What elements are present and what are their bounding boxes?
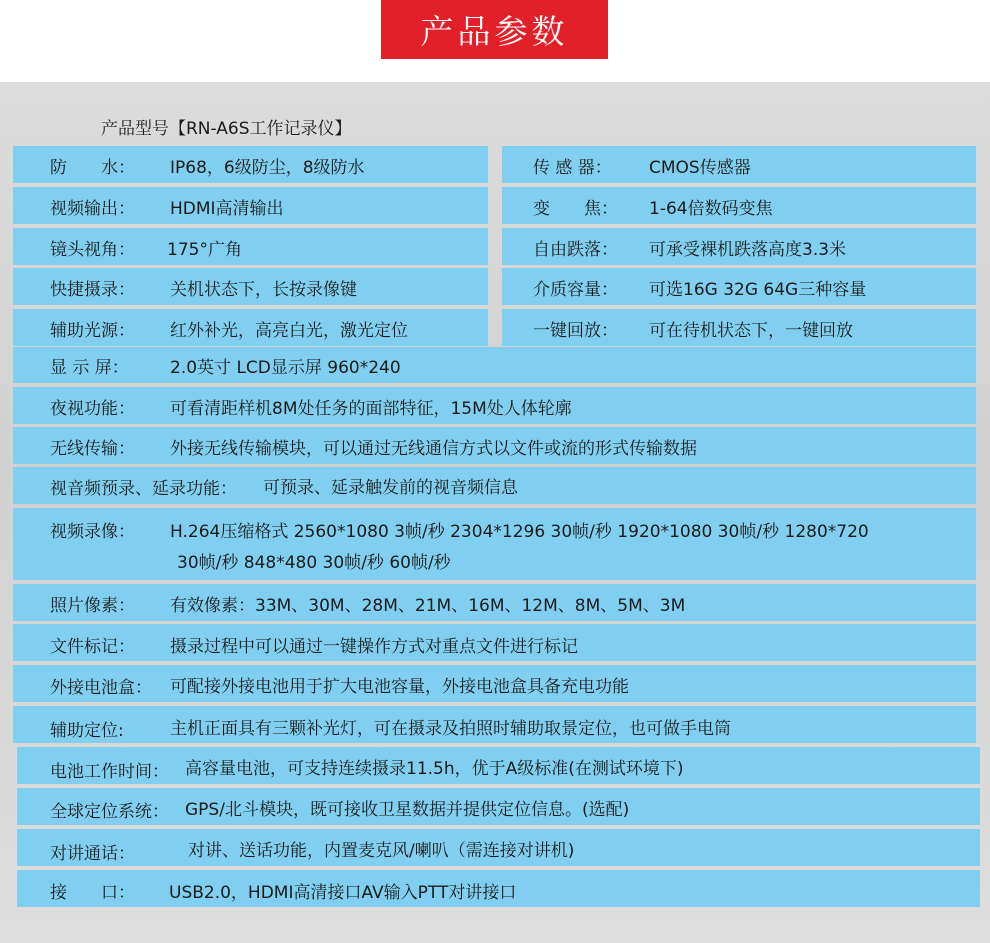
spec-cell-photo	[13, 584, 976, 621]
spec-cell-video-record	[13, 508, 976, 580]
spec-cell-lens-angle	[13, 228, 488, 265]
spec-value: GPS/北斗模块，既可接收卫星数据并提供定位信息。(选配)	[185, 800, 630, 820]
model-line: 产品型号【RN-A6S工作记录仪】	[101, 119, 352, 139]
spec-label: 视频输出：	[50, 199, 135, 219]
spec-value: 可选16G 32G 64G三种容量	[649, 280, 867, 300]
spec-label: 自由跌落：	[533, 240, 618, 260]
spec-label: 无线传输：	[50, 439, 135, 459]
spec-cell-drop	[502, 228, 976, 265]
spec-value: USB2.0，HDMI高清接口AV输入PTT对讲接口	[169, 883, 517, 903]
spec-label: 传 感 器：	[533, 158, 612, 178]
spec-cell-battery-time	[17, 747, 980, 784]
spec-cell-storage	[502, 268, 976, 305]
spec-label: 全球定位系统：	[50, 802, 169, 822]
spec-label: 一键回放：	[533, 321, 618, 341]
spec-value: 对讲、送话功能，内置麦克风/喇叭（需连接对讲机)	[188, 841, 575, 861]
spec-value: 1-64倍数码变焦	[649, 199, 773, 219]
spec-label: 快捷摄录：	[50, 280, 135, 300]
spec-cell-aux-positioning	[13, 706, 976, 743]
spec-value: 有效像素：33M、30M、28M、21M、16M、12M、8M、5M、3M	[170, 596, 686, 616]
spec-value: 摄录过程中可以通过一键操作方式对重点文件进行标记	[170, 637, 578, 657]
spec-cell-file-mark	[13, 624, 976, 661]
spec-value: H.264压缩格式 2560*1080 3帧/秒 2304*1296 30帧/秒 1920*1080 30帧/秒 1280*720	[170, 522, 869, 542]
spec-value: 175°广角	[167, 240, 242, 260]
spec-label: 照片像素：	[50, 596, 135, 616]
spec-label: 文件标记：	[50, 637, 135, 657]
spec-cell-prerecord	[13, 467, 976, 504]
spec-cell-playback	[502, 309, 976, 346]
spec-value: IP68，6级防尘，8级防水	[170, 158, 365, 178]
spec-label: 视音频预录、延录功能：	[50, 479, 237, 499]
spec-cell-sensor	[502, 146, 976, 183]
spec-value: 可配接外接电池用于扩大电池容量，外接电池盒具备充电功能	[170, 677, 629, 697]
spec-label: 辅助光源：	[50, 321, 135, 341]
spec-cell-zoom	[502, 187, 976, 224]
spec-label: 对讲通话：	[50, 844, 135, 864]
spec-value: 可承受裸机跌落高度3.3米	[649, 240, 847, 260]
spec-label: 视频录像：	[50, 522, 135, 542]
spec-value: CMOS传感器	[649, 158, 751, 178]
spec-label: 镜头视角：	[50, 240, 135, 260]
spec-cell-waterproof	[13, 146, 488, 183]
spec-cell-battery-box	[13, 665, 976, 702]
spec-value: 可看清距样机8M处任务的面部特征，15M处人体轮廓	[170, 399, 572, 419]
spec-cell-gps	[17, 788, 980, 825]
spec-label: 夜视功能：	[50, 399, 135, 419]
spec-cell-display	[13, 347, 976, 383]
spec-label: 介质容量：	[533, 280, 618, 300]
spec-cell-aux-light	[13, 309, 488, 346]
spec-cell-intercom	[17, 829, 980, 866]
spec-label: 电池工作时间：	[50, 762, 169, 782]
spec-label: 外接电池盒：	[50, 678, 152, 698]
spec-value: 可预录、延录触发前的视音频信息	[263, 478, 518, 498]
spec-label: 防 水：	[50, 158, 135, 178]
spec-value: 2.0英寸 LCD显示屏 960*240	[170, 358, 401, 378]
spec-cell-night-vision	[13, 387, 976, 424]
spec-label: 变 焦：	[533, 199, 618, 219]
spec-value: HDMI高清输出	[170, 199, 284, 219]
spec-label: 辅助定位:	[50, 721, 124, 741]
spec-value: 红外补光，高亮白光，激光定位	[170, 321, 408, 341]
spec-cell-wireless	[13, 427, 976, 464]
spec-value: 关机状态下，长按录像键	[170, 280, 357, 300]
spec-label: 接 口：	[50, 883, 135, 903]
spec-value: 高容量电池，可支持连续摄录11.5h，优于A级标准(在测试环境下)	[185, 759, 684, 779]
spec-value: 主机正面具有三颗补光灯，可在摄录及拍照时辅助取景定位，也可做手电筒	[170, 719, 731, 739]
spec-cell-quick-record	[13, 268, 488, 305]
spec-label: 显 示 屏：	[50, 358, 129, 378]
page-title: 产品参数	[381, 0, 608, 59]
spec-cell-video-output	[13, 187, 488, 224]
spec-cell-interface	[17, 870, 980, 907]
spec-value: 外接无线传输模块，可以通过无线通信方式以文件或流的形式传输数据	[170, 439, 697, 459]
spec-value-continued: 30帧/秒 848*480 30帧/秒 60帧/秒	[177, 553, 451, 573]
spec-value: 可在待机状态下，一键回放	[649, 321, 853, 341]
